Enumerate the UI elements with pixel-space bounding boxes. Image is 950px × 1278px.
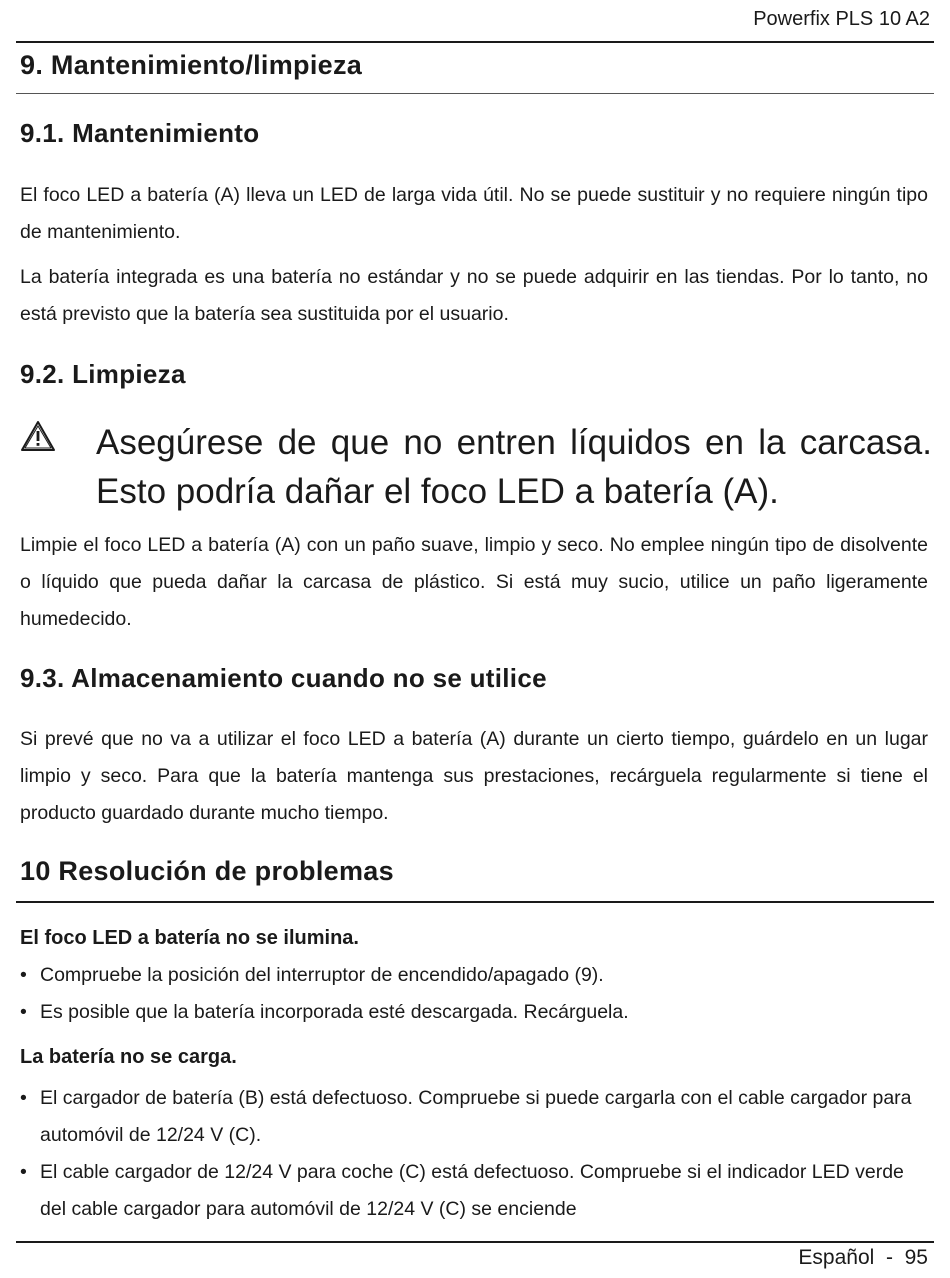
section-9-3-paragraph-1: Si prevé que no va a utilizar el foco LED a batería (A) durante un cierto tiempo, guárdelo en un lugar limpio y seco. Para que la batería mantenga sus prestaciones, recárguela regularmente si tiene el producto guardado durante mucho tiempo. (20, 728, 928, 824)
bullet-marker: • (20, 964, 27, 986)
problem-2-label: La batería no se carga. (20, 1046, 237, 1068)
bullet-marker: • (20, 1001, 27, 1023)
bullet-text: Es posible que la batería incorporada esté descargada. Recárguela. (40, 1001, 629, 1023)
section-9-title: 9. Mantenimiento/limpieza (20, 50, 363, 80)
section-9-1-paragraph-2: La batería integrada es una batería no estándar y no se puede adquirir en las tiendas. Por lo tanto, no está previsto que la batería sea sustituida por el usuario. (20, 266, 928, 325)
cleaning-warning-text: Asegúrese de que no entren líquidos en la carcasa. Esto podría dañar el foco LED a batería (A). (96, 423, 932, 511)
bullet-text: El cable cargador de 12/24 V para coche (C) está defectuoso. Compruebe si el indicador LED verde del cable cargador para automóvil de 12/24 V (C) se enciende (40, 1161, 904, 1220)
section-9-1-title: 9.1. Mantenimiento (20, 118, 260, 148)
warning-triangle-icon (20, 420, 56, 452)
bullet-marker: • (20, 1087, 27, 1109)
section-9-3-title: 9.3. Almacenamiento cuando no se utilice (20, 663, 547, 693)
footer-rule (16, 1241, 934, 1243)
bullet-text: El cargador de batería (B) está defectuoso. Compruebe si puede cargarla con el cable cargador para automóvil de 12/24 V (C). (40, 1087, 912, 1146)
problem-1-bullet-1 (20, 957, 920, 994)
header-rule (16, 41, 934, 43)
section-9-1-paragraph-1: El foco LED a batería (A) lleva un LED de larga vida útil. No se puede sustituir y no requiere ningún tipo de mantenimiento. (20, 184, 928, 243)
running-header: Powerfix PLS 10 A2 (753, 8, 930, 30)
section-9-2-paragraph-1: Limpie el foco LED a batería (A) con un paño suave, limpio y seco. No emplee ningún tipo de disolvente o líquido que pueda dañar la carcasa de plástico. Si está muy sucio, utilice un paño ligeramente humedecido. (20, 534, 928, 630)
problem-1-label: El foco LED a batería no se ilumina. (20, 927, 359, 949)
bullet-text: Compruebe la posición del interruptor de encendido/apagado (9). (40, 964, 604, 986)
problem-2-bullet-1 (20, 1080, 920, 1154)
section-10-title: 10 Resolución de problemas (20, 856, 394, 886)
section-9-2-title: 9.2. Limpieza (20, 359, 186, 389)
section-9-rule (16, 93, 934, 94)
bullet-marker: • (20, 1161, 27, 1183)
problem-1-bullet-2 (20, 994, 920, 1031)
section-10-rule (16, 901, 934, 903)
problem-2-bullet-2 (20, 1154, 920, 1228)
page-footer: Español - 95 (798, 1246, 928, 1269)
